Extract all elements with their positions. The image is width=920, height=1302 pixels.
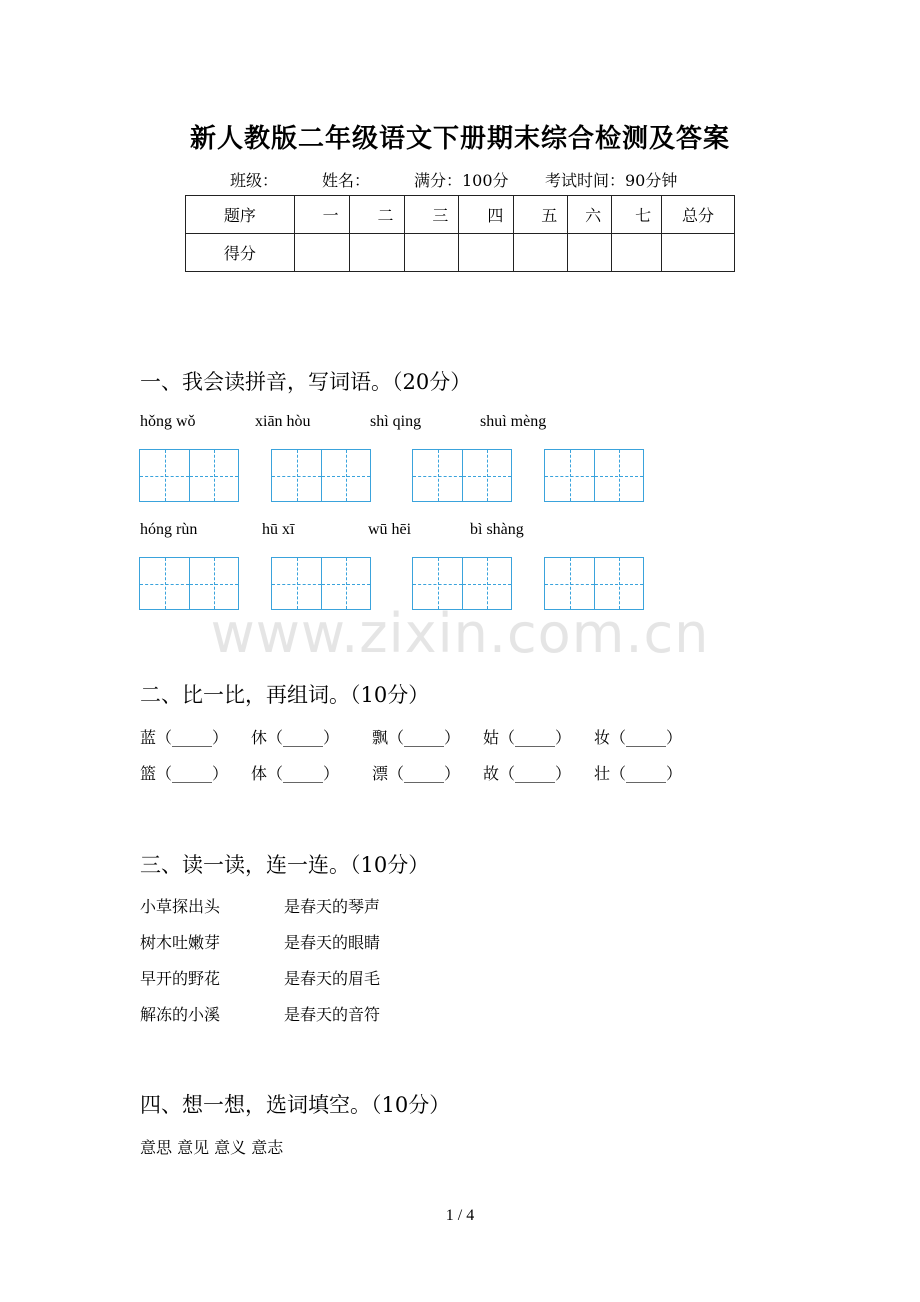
pinyin-label: hóng rùn [140,521,198,538]
table-header-cell: 总分 [662,196,735,234]
writing-grid[interactable] [412,449,512,502]
section-3-heading: 三、读一读，连一连。（10分） [140,853,430,877]
section-4-heading: 四、想一想，选词填空。（10分） [140,1093,451,1117]
match-right-item[interactable]: 是春天的音符 [284,1005,381,1024]
compare-word-blank[interactable]: 篮（_____） [140,764,229,783]
pinyin-label: shuì mèng [480,413,547,430]
table-header-cell: 二 [349,196,404,234]
pinyin-label: bì shàng [470,521,524,538]
match-right-item[interactable]: 是春天的眼睛 [284,933,381,952]
compare-word-blank[interactable]: 体（_____） [251,764,340,783]
score-cell[interactable] [404,234,459,272]
pinyin-label: hǒng wǒ [140,413,196,430]
score-cell[interactable] [568,234,612,272]
score-row-label: 得分 [186,234,295,272]
score-cell[interactable] [662,234,735,272]
writing-grid[interactable] [271,449,371,502]
score-table [185,195,735,272]
score-cell[interactable] [459,234,514,272]
match-left-item[interactable]: 早开的野花 [140,969,221,988]
compare-word-blank[interactable]: 姑（_____） [483,728,572,747]
section-2-heading: 二、比一比，再组词。（10分） [140,683,430,707]
match-left-item[interactable]: 解冻的小溪 [140,1005,221,1024]
pinyin-label: wū hēi [368,521,412,538]
pinyin-label: xiān hòu [255,413,311,430]
table-header-cell: 一 [294,196,349,234]
match-right-item[interactable]: 是春天的眉毛 [284,969,381,988]
class-field-label: 班级： [230,171,279,190]
compare-word-blank[interactable]: 蓝（_____） [140,728,229,747]
word-choices: 意思 意见 意义 意志 [140,1138,284,1157]
table-header-cell: 题序 [186,196,295,234]
score-cell[interactable] [349,234,404,272]
score-cell[interactable] [514,234,568,272]
compare-word-blank[interactable]: 妆（_____） [594,728,683,747]
section-1-heading: 一、我会读拼音，写词语。（20分） [140,370,472,394]
compare-word-blank[interactable]: 壮（_____） [594,764,683,783]
full-score-label: 满分：100分 [414,171,509,190]
table-header-cell: 七 [612,196,662,234]
name-field-label: 姓名： [322,171,371,190]
compare-word-blank[interactable]: 飘（_____） [372,728,461,747]
score-cell[interactable] [294,234,349,272]
page-number: 1 / 4 [445,1207,475,1224]
compare-word-blank[interactable]: 故（_____） [483,764,572,783]
compare-word-blank[interactable]: 漂（_____） [372,764,461,783]
document-title: 新人教版二年级语文下册期末综合检测及答案 [189,124,730,154]
score-table-header-row [186,196,735,234]
match-left-item[interactable]: 树木吐嫩芽 [140,933,221,952]
pinyin-label: hū xī [262,521,295,538]
match-right-item[interactable]: 是春天的琴声 [284,897,381,916]
pinyin-label: shì qing [370,413,422,430]
writing-grid[interactable] [544,449,644,502]
watermark: www.zixin.com.cn [210,602,710,665]
table-header-cell: 四 [459,196,514,234]
exam-time-label: 考试时间：90分钟 [545,171,678,190]
score-cell[interactable] [612,234,662,272]
table-header-cell: 五 [514,196,568,234]
exam-info [0,168,920,190]
table-header-cell: 三 [404,196,459,234]
writing-grid[interactable] [139,449,239,502]
compare-word-blank[interactable]: 休（_____） [251,728,340,747]
match-left-item[interactable]: 小草探出头 [140,897,221,916]
table-header-cell: 六 [568,196,612,234]
score-table-score-row [186,234,735,272]
